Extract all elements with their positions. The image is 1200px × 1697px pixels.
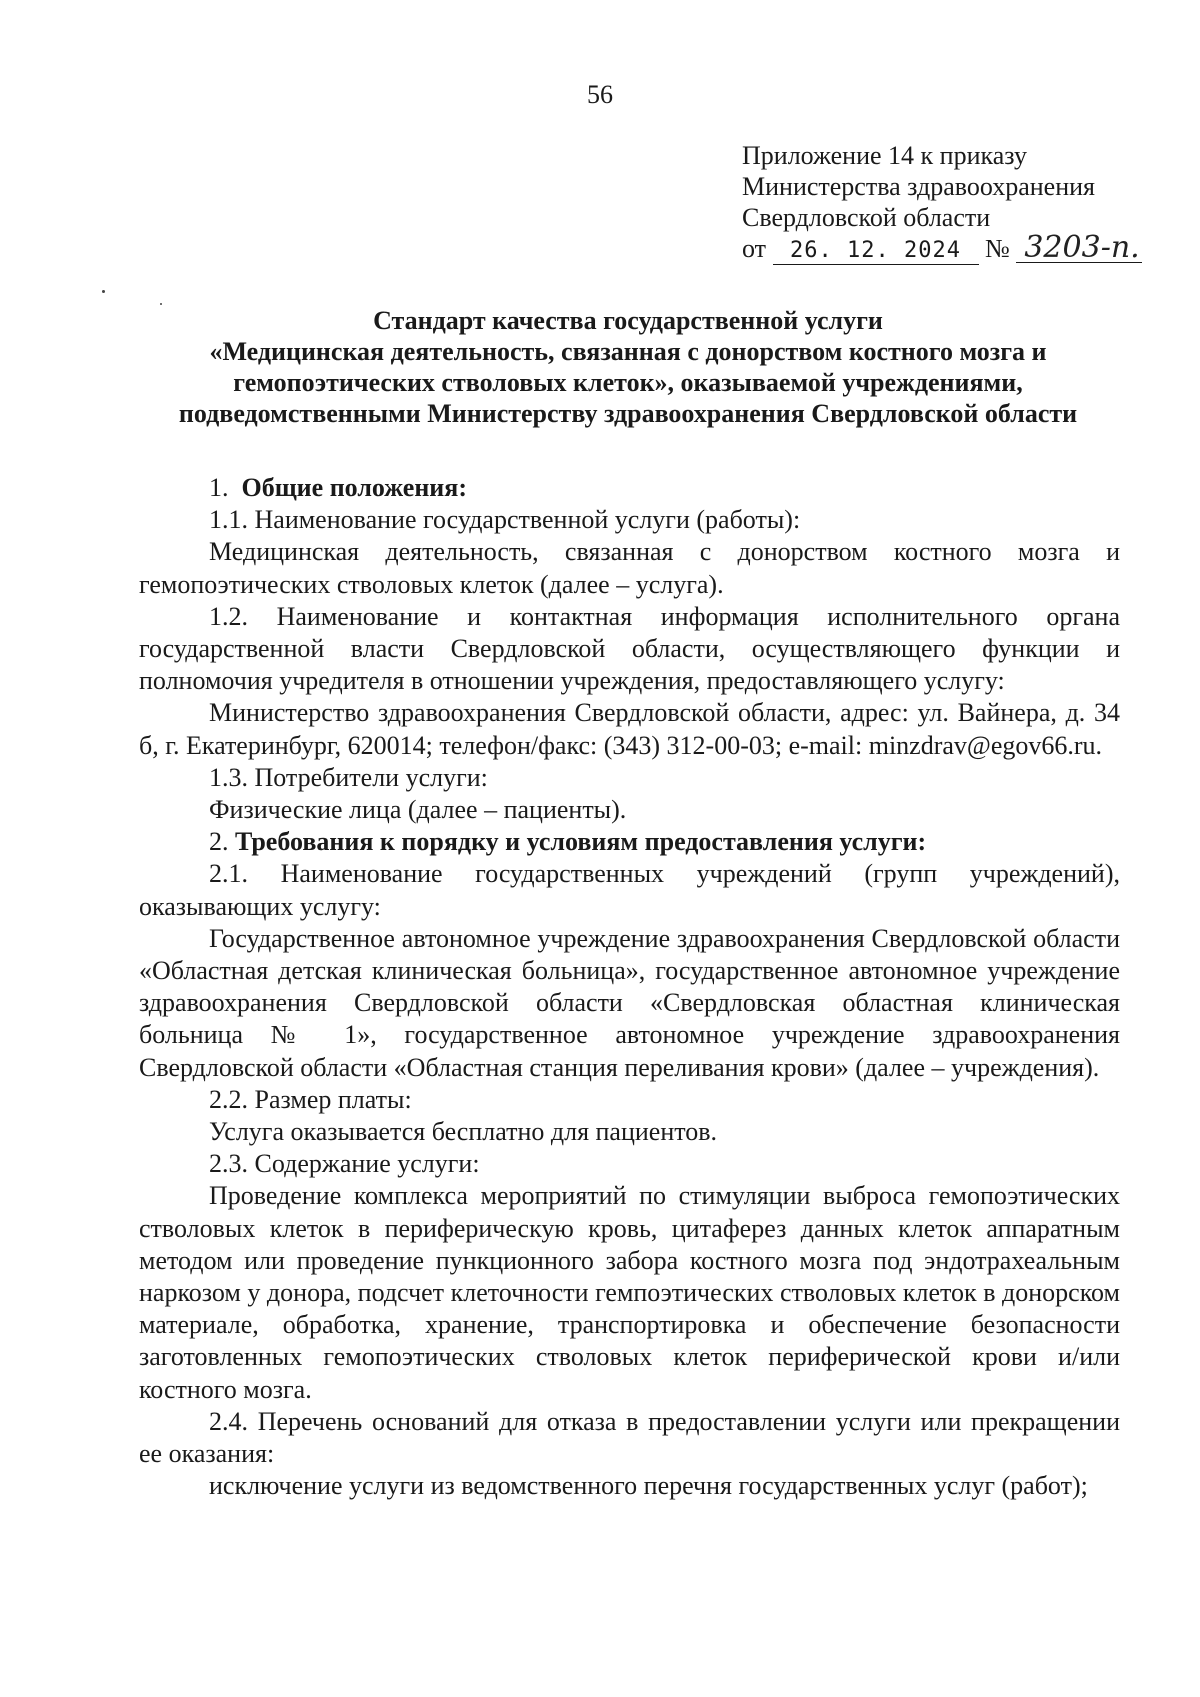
item-1-1-heading: 1.1. Наименование государственной услуги (работы): (209, 505, 801, 535)
item-2-2-heading: 2.2. Размер платы: (209, 1084, 412, 1114)
annex-line-2: Министерства здравоохранения (742, 172, 1095, 201)
annex-line-1: Приложение 14 к приказу (742, 141, 1028, 170)
item-2-1-text: Государственное автономное учреждение здравоохранения Свердловской области «Областная детская клиническая больница», государственное автономное учреждение здравоохранения Свердловской области «Свердловская областная клиническая больница № 1», государственное автономное учреждение здравоохранения Свердловской области «Областная станция переливания крови» (далее – учреждения). (139, 923, 1120, 1082)
title-line-3: гемопоэтических стволовых клеток», оказываемой учреждениями, (233, 368, 1023, 397)
item-2-1-heading: 2.1. Наименование государственных учреждений (групп учреждений), оказывающих услугу: (139, 859, 1120, 921)
document-title (120, 305, 1136, 429)
scan-speck (102, 290, 105, 293)
order-date-value: 26. 12. 2024 (773, 238, 979, 265)
section-1-number: 1. (209, 473, 229, 502)
order-number-value: 3203-п. (1016, 234, 1142, 263)
annex-block (742, 140, 1162, 267)
page-number: 56 (587, 80, 613, 109)
annex-line-3: Свердловской области (742, 203, 991, 232)
title-line-2: «Медицинская деятельность, связанная с донорством костного мозга и (209, 337, 1047, 366)
item-2-3-heading: 2.3. Содержание услуги: (209, 1149, 480, 1179)
item-1-2-heading: 1.2. Наименование и контактная информация исполнительного органа государственной власти Свердловской области, осуществляющего функции и полномочия учредителя в отношении учреждения, предоставляющего услугу: (139, 601, 1120, 696)
item-1-2-text: Министерство здравоохранения Свердловской области, адрес: ул. Вайнера, д. 34 б, г. Екатеринбург, 620014; телефон/факс: (343) 312-00-03; e-mail: minzdrav@egov66.ru. (139, 698, 1120, 760)
section-1-title: Общие положения: (241, 473, 468, 502)
item-2-4-heading: 2.4. Перечень оснований для отказа в предоставлении услуги или прекращении ее оказания: (139, 1406, 1120, 1469)
title-line-1: Стандарт качества государственной услуги (373, 306, 883, 335)
title-line-4: подведомственными Министерству здравоохранения Свердловской области (178, 399, 1078, 428)
item-2-4-text: исключение услуги из ведомственного перечня государственных услуг (работ); (209, 1471, 1088, 1501)
item-2-2-text: Услуга оказывается бесплатно для пациентов. (209, 1117, 718, 1147)
item-1-1-text: Медицинская деятельность, связанная с донорством костного мозга и гемопоэтических стволовых клеток (далее – услуга). (139, 537, 1120, 599)
from-label: от (742, 234, 767, 263)
section-2-heading (139, 826, 1120, 858)
order-date-number-line (742, 230, 1162, 267)
item-1-3-heading: 1.3. Потребители услуги: (209, 762, 488, 792)
document-body (139, 472, 1120, 1503)
section-2-number: 2. (209, 827, 229, 857)
item-1-3-text: Физические лица (далее – пациенты). (209, 795, 627, 825)
section-1-heading (139, 472, 1120, 504)
item-2-3-text: Проведение комплекса мероприятий по стимуляции выброса гемопоэтических стволовых клеток в периферическую кровь, цитаферез данных клеток аппаратным методом или проведение пункционного забора костного мозга под эндотрахеальным наркозом у донора, подсчет клеточности гемпоэтических стволовых клеток в донорском материале, обработка, хранение, транспортировка и обеспечение безопасности заготовленных гемопоэтических стволовых клеток периферической крови и/или костного мозга. (139, 1181, 1120, 1404)
section-2-title: Требования к порядку и условиям предоставления услуги: (235, 827, 927, 857)
number-label: № (985, 234, 1010, 263)
